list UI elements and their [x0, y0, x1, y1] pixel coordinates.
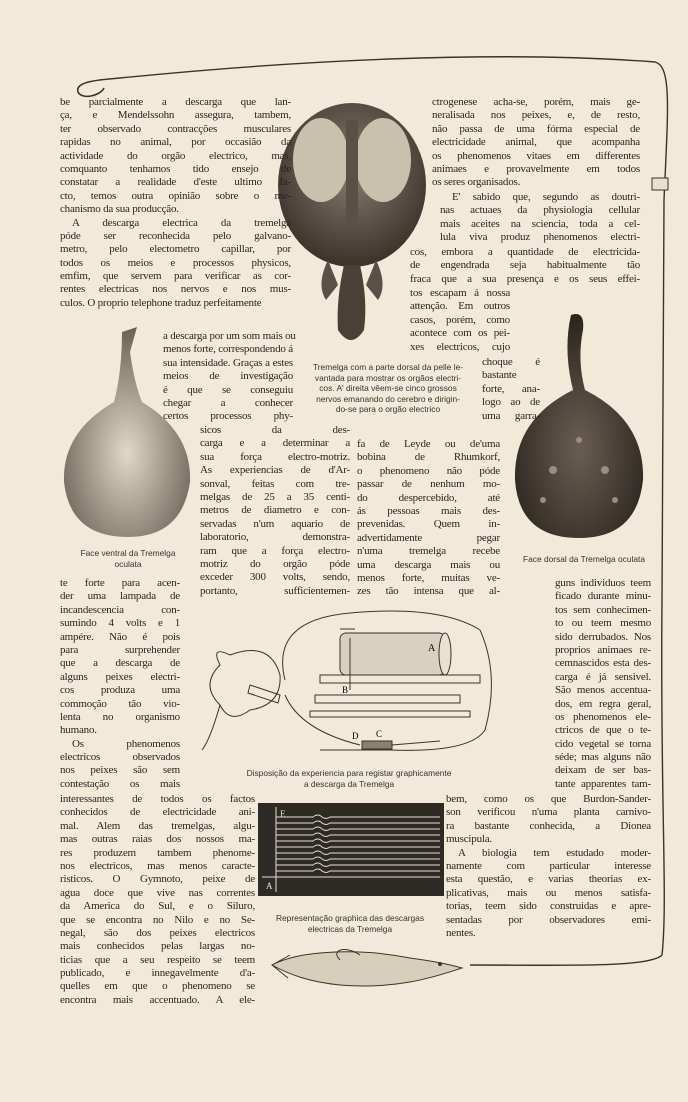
text-line: esta questão, e varias theorias ex- [446, 873, 651, 886]
text-line: guns individuos teem [555, 577, 651, 589]
text-line: sido derrubados. Nos [555, 630, 651, 643]
text-line: sonval, feitas com tre- [200, 477, 350, 490]
text-line: bem, como os que Burdon-Sander- [446, 793, 651, 805]
caption-line: cos. A' direita vêem-se cinco grossos [319, 383, 457, 393]
text-line: póde ser reconhecida pelo galvano- [60, 229, 291, 242]
caption-line: Face dorsal da Tremelga oculata [523, 554, 645, 564]
text-line: xes electricos, cujo [410, 340, 510, 353]
text-line: tos sem conhecimen- [555, 603, 651, 616]
text-line: São menos accentua- [555, 684, 651, 697]
text-right-top2 [440, 191, 640, 245]
text-line: não passa de uma fórma especial de [432, 122, 640, 135]
caption-ventral [60, 548, 196, 569]
text-line: chegar a conhecer [163, 396, 293, 409]
text-line: ra bastante conhecida, a Dionea [446, 819, 651, 832]
text-line: res produzem tambem phenome- [60, 846, 255, 859]
text-line: dos, em regra geral, [555, 697, 651, 710]
text-line: cos, embora a quantidade de electricida- [410, 246, 640, 258]
caption-line: Face ventral da Tremelga [80, 548, 176, 558]
text-line: plicativas, mais ou menos satisfa- [446, 886, 651, 899]
text-line: prevenidas. Quem in- [357, 518, 500, 531]
text-line: contestação os mais [60, 777, 180, 790]
text-line: constatar a realidade d'este ultimo fa- [60, 176, 291, 189]
text-line: ça, e Mendelssohn assegura, tambem, [60, 109, 291, 122]
text-left-mid [163, 330, 296, 424]
text-line: to ou teem mesmo [555, 617, 651, 630]
text-line: nentes. [446, 926, 476, 939]
text-line: chanismo da sua producção. [60, 203, 179, 216]
text-line: tos escapam á nossa [410, 287, 510, 299]
text-line: nos electricos, mas menos caracte- [60, 859, 255, 872]
text-line: uma garra- [482, 409, 540, 422]
text-line: quelles em que o phenomeno se [60, 980, 255, 993]
caption-line: electricas da Tremelga [307, 923, 393, 934]
text-line: motriz do orgão póde [200, 557, 350, 570]
text-right-narrow2 [482, 356, 540, 423]
text-line: culos. O proprio telephone traduz perfeitamente [60, 296, 262, 309]
caption-line: nervos emanando do cerebro e dirigin- [316, 393, 460, 404]
text-line: cido vegetal se torna [555, 737, 651, 750]
text-line: mas outras raias dos nossos ma- [60, 833, 255, 846]
graph-label-e: E [280, 809, 286, 819]
text-line: ctricos de que o te- [555, 724, 651, 737]
text-line: os phenomenos ele- [555, 710, 651, 723]
fish-illustration [272, 952, 462, 986]
dorsal-ray-photo [513, 310, 647, 542]
text-left-top [60, 96, 291, 310]
text-line: uma descarga mais ou [357, 558, 500, 571]
text-line: te forte para acen- [60, 577, 180, 589]
text-line: ficado durante minu- [555, 590, 651, 603]
text-line: incandescencia con- [60, 603, 180, 616]
text-line: do despercebido, até [357, 491, 500, 504]
caption-line: Disposição da experiencia para registar graphicamente [246, 768, 452, 778]
text-line: para surprehender [60, 643, 180, 656]
text-line: bastante [482, 369, 517, 382]
discharge-graph [258, 803, 444, 896]
text-line: be parcialmente a descarga que lan- [60, 96, 291, 108]
text-line: emfim, que servem para verificar as cor- [60, 270, 291, 283]
text-line: sentadas por observadores emi- [446, 913, 651, 926]
diagram-label-a: A [428, 643, 436, 654]
text-line: que se encontra no Nilo e no Se- [60, 913, 255, 926]
text-line: os phenomenos vitaes em differentes [432, 149, 640, 162]
text-line: ás pessoas mais des- [357, 504, 500, 517]
text-line: laboratorio, demonstra- [200, 531, 350, 544]
diagram-label-d: D [352, 731, 359, 741]
text-line: agua doce que vive nas correntes [60, 886, 255, 899]
caption-experiment [204, 768, 494, 789]
graph-label-a: A [266, 881, 273, 891]
text-line: certos processos phy- [163, 410, 293, 423]
text-line: menos forte, correspondendo á [163, 343, 293, 356]
text-line: ram que a força electro- [200, 544, 350, 557]
text-mid-column [357, 438, 500, 599]
text-line: metro, pelo electometro capillar, por [60, 243, 291, 256]
text-line: logo ao de [482, 396, 540, 409]
text-line: todos os meios e processos physicos, [60, 256, 291, 269]
text-line: proprios animaes re- [555, 643, 651, 656]
text-line: fa de Leyde ou de'uma [357, 438, 500, 450]
text-line: sua força electro-motriz. [200, 450, 350, 463]
text-line: ampére. Não é pois [60, 630, 180, 643]
text-line: ter observado contracções musculares [60, 122, 291, 135]
text-line: animaes e provavelmente em todos [432, 162, 640, 175]
text-low-left2 [60, 793, 255, 1007]
text-line: conhecidos de electricidade ani- [60, 806, 255, 819]
text-line: sumindo 4 volts e 1 [60, 617, 180, 630]
text-line: casos, porém, como [410, 313, 510, 326]
text-line: meios de investigação [163, 370, 293, 383]
text-line: lula viva produz phenomenos electri- [440, 231, 640, 244]
text-line: interessantes de todos os factos [60, 793, 255, 805]
text-line: commoção tão vio- [60, 697, 180, 710]
text-line: é que se conseguiu [163, 383, 293, 396]
text-line: mais aceites na sciencia, toda a cel- [440, 217, 640, 230]
text-line: A descarga electrica da tremelga [72, 216, 291, 229]
fish-hook-icon [78, 78, 120, 96]
text-line: negal, são dos peixes electricos [60, 926, 255, 939]
text-line: lenta no organismo [60, 710, 180, 723]
text-line: melgas de 25 a 35 centi- [200, 490, 350, 503]
text-line: neralisada nos peixes, e, de resto, [432, 109, 640, 122]
text-line: passar de nenhum mo- [357, 478, 500, 491]
text-low-left [60, 577, 180, 791]
text-line: carga e a determinar a [200, 437, 350, 450]
text-line: metros de diametro e con- [200, 504, 350, 517]
text-line: da America do Sul, e o Siluro, [60, 900, 255, 913]
text-low-right2 [446, 793, 651, 940]
text-line: rentes electricas nos nervos e nos mus- [60, 283, 291, 296]
experiment-diagram [190, 605, 495, 765]
text-line: risticos. O Gymnoto, peixe de [60, 873, 255, 886]
text-line: cemnascidos esta des- [555, 657, 651, 670]
text-line: nas actuaes da physiologia cellular [440, 204, 640, 217]
text-line: mais conhecidos pelas largas no- [60, 940, 255, 953]
caption-line: oculata [114, 558, 142, 569]
caption-graph [262, 913, 438, 934]
caption-line: a descarga da Tremelga [303, 778, 395, 789]
text-line: acontece com os pei- [410, 327, 510, 340]
text-line: bobina de Rhumkorf, [357, 451, 500, 464]
text-line: de engendrada seja habitualmente tão [410, 259, 640, 272]
text-line: zes tão intensa que al- [357, 585, 500, 598]
text-line: menos forte, muitas ve- [357, 571, 500, 584]
text-line: alguns peixes electri- [60, 670, 180, 683]
text-line: fraca que a sua presença e os seus effei- [410, 272, 640, 285]
text-line: cto, temos outra opinião sobre o me- [60, 189, 291, 202]
text-low-right [555, 577, 651, 791]
text-line: advertidamente pegar [357, 531, 500, 544]
dissected-ray-photo [276, 100, 428, 350]
text-line: mal. Alem das tremelgas, algu- [60, 819, 255, 832]
text-line: sua intensidade. Graças a estes [163, 356, 293, 369]
text-line: forte, ana- [482, 382, 540, 395]
text-line: n'uma tremelga recebe [357, 545, 500, 558]
diagram-label-b: B [342, 685, 349, 695]
caption-dorsal-dissection [298, 362, 478, 415]
text-line: cos produza uma [60, 684, 180, 697]
diagram-label-c: C [376, 729, 383, 739]
text-line: deixam de ser bas- [555, 764, 651, 777]
text-line: nos peixes são sem [60, 764, 180, 777]
text-line: muscipula. [446, 833, 492, 846]
caption-line: Tremelga com a parte dorsal da pelle le- [312, 362, 464, 372]
text-line: o phenomeno não póde [357, 464, 500, 477]
text-line: séde; mas alguns não [555, 751, 651, 764]
text-line: sicos da des- [200, 424, 350, 436]
text-right-top [432, 96, 640, 190]
text-line: electricidade animal, que acompanha [432, 136, 640, 149]
text-line: ctrogenese acha-se, porém, mais ge- [432, 96, 640, 108]
text-line: choque é [482, 356, 540, 368]
text-right-narrow [410, 287, 510, 354]
text-line: portanto, sufficientemen- [200, 584, 350, 597]
caption-line: vantada para mostrar os orgãos electri- [314, 372, 462, 383]
text-line: ticias que a seu respeito se teem [60, 953, 255, 966]
text-line: E' sabido que, segundo as doutri- [452, 191, 640, 203]
text-line: A biologia tem estudado moder- [458, 846, 651, 859]
text-line: encontra mais accentuado. A ele- [60, 993, 255, 1006]
text-line: exceder 300 volts, sendo, [200, 571, 350, 584]
text-line: tante apparentes tam- [555, 777, 651, 790]
caption-dorsal [516, 554, 652, 565]
text-line: son verificou n'uma planta carnivo- [446, 806, 651, 819]
text-line: der uma lampada de [60, 590, 180, 603]
text-line: attenção. Em outros [410, 300, 510, 313]
text-line: que a descarga de [60, 657, 180, 670]
caption-line: do-se para o orgão electrico [335, 404, 441, 414]
text-line: actividade do orgão electrico, mas, [60, 149, 291, 162]
text-line: servadas n'um aquario de [200, 517, 350, 530]
text-line: As experiencias de d'Ar- [200, 464, 350, 477]
text-right-top3 [410, 246, 640, 286]
caption-line: Representação graphica das descargas [275, 913, 425, 923]
text-line: comquanto tenhamos tido ensejo de [60, 162, 291, 175]
text-line: publicado, e innegavelmente d'a- [60, 967, 255, 980]
text-line: os seres organisados. [432, 176, 521, 189]
text-line: namente com particular interesse [446, 859, 651, 872]
text-line: carga é já sensivel. [555, 670, 651, 683]
text-line: humano. [60, 724, 97, 737]
text-line: electricos observados [60, 751, 180, 764]
text-line: rapidas no animal, por occasião da [60, 136, 291, 149]
text-line: Os phenomenos [72, 737, 180, 750]
text-line: torias, teem sido construidas e apre- [446, 900, 651, 913]
text-line: a descarga por um som mais ou [163, 330, 296, 342]
text-left-mid2 [200, 424, 350, 598]
